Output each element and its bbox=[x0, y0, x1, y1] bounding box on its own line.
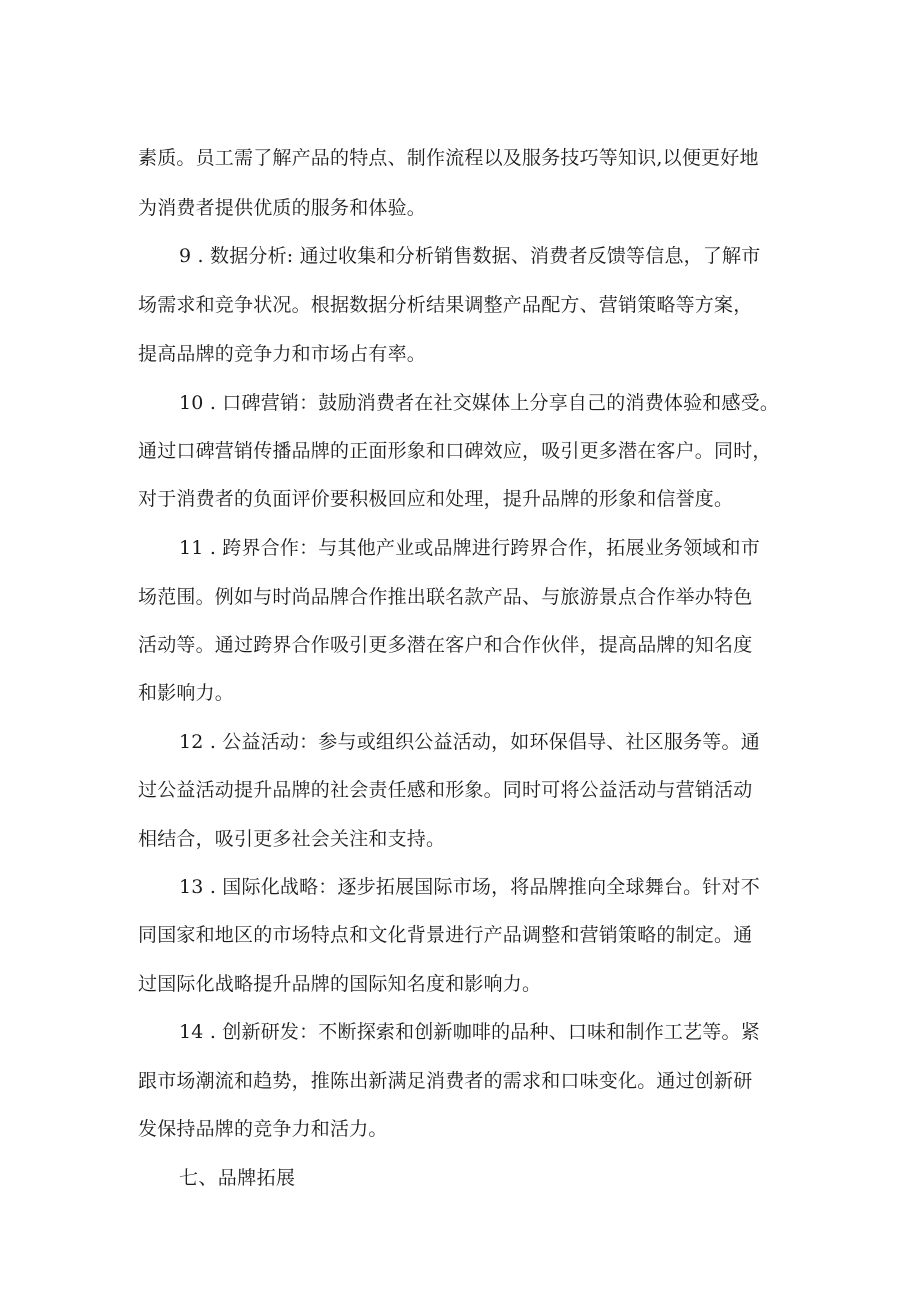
paragraph-11-heading-line: 11 . 跨界合作：与其他产业或品牌进行跨界合作，拓展业务领域和市 bbox=[179, 537, 760, 559]
text-line: 场范围。例如与时尚品牌合作推出联名款产品、与旅游景点合作举办特色 bbox=[138, 586, 753, 608]
paragraph-10-heading-line: 10 . 口碑营销：鼓励消费者在社交媒体上分享自己的消费体验和感受。 bbox=[179, 392, 780, 414]
paragraph-12-heading-line: 12 . 公益活动：参与或组织公益活动，如环保倡导、社区服务等。通 bbox=[179, 731, 760, 753]
text-line: 活动等。通过跨界合作吸引更多潜在客户和合作伙伴，提高品牌的知名度 bbox=[138, 634, 753, 656]
text-line: 过公益活动提升品牌的社会责任感和形象。同时可将公益活动与营销活动 bbox=[138, 779, 753, 801]
text-line: 通过口碑营销传播品牌的正面形象和口碑效应，吸引更多潜在客户。同时， bbox=[138, 440, 772, 462]
text-line: 同国家和地区的市场特点和文化背景进行产品调整和营销策略的制定。通 bbox=[138, 924, 753, 946]
section-heading: 七、品牌拓展 bbox=[179, 1167, 296, 1189]
text-line: 对于消费者的负面评价要积极回应和处理，提升品牌的形象和信誉度。 bbox=[138, 488, 734, 510]
text-line: 提高品牌的竞争力和市场占有率。 bbox=[138, 343, 427, 365]
paragraph-14-heading-line: 14 . 创新研发：不断探索和创新咖啡的品种、口味和制作工艺等。紧 bbox=[179, 1021, 760, 1043]
text-line: 相结合，吸引更多社会关注和支持。 bbox=[138, 828, 446, 850]
text-line: 跟市场潮流和趋势，推陈出新满足消费者的需求和口味变化。通过创新研 bbox=[138, 1070, 753, 1092]
paragraph-13-heading-line: 13 . 国际化战略：逐步拓展国际市场，将品牌推向全球舞台。针对不 bbox=[179, 876, 760, 898]
paragraph-9-heading-line: 9 . 数据分析: 通过收集和分析销售数据、消费者反馈等信息，了解市 bbox=[179, 245, 761, 267]
text-line: 和影响力。 bbox=[138, 682, 235, 704]
text-line: 过国际化战略提升品牌的国际知名度和影响力。 bbox=[138, 973, 542, 995]
text-line: 素质。员工需了解产品的特点、制作流程以及服务技巧等知识,以便更好地 bbox=[138, 147, 759, 169]
text-line: 场需求和竞争状况。根据数据分析结果调整产品配方、营销策略等方案， bbox=[138, 294, 753, 316]
text-line: 发保持品牌的竞争力和活力。 bbox=[138, 1118, 388, 1140]
text-line: 为消费者提供优质的服务和体验。 bbox=[138, 197, 427, 219]
